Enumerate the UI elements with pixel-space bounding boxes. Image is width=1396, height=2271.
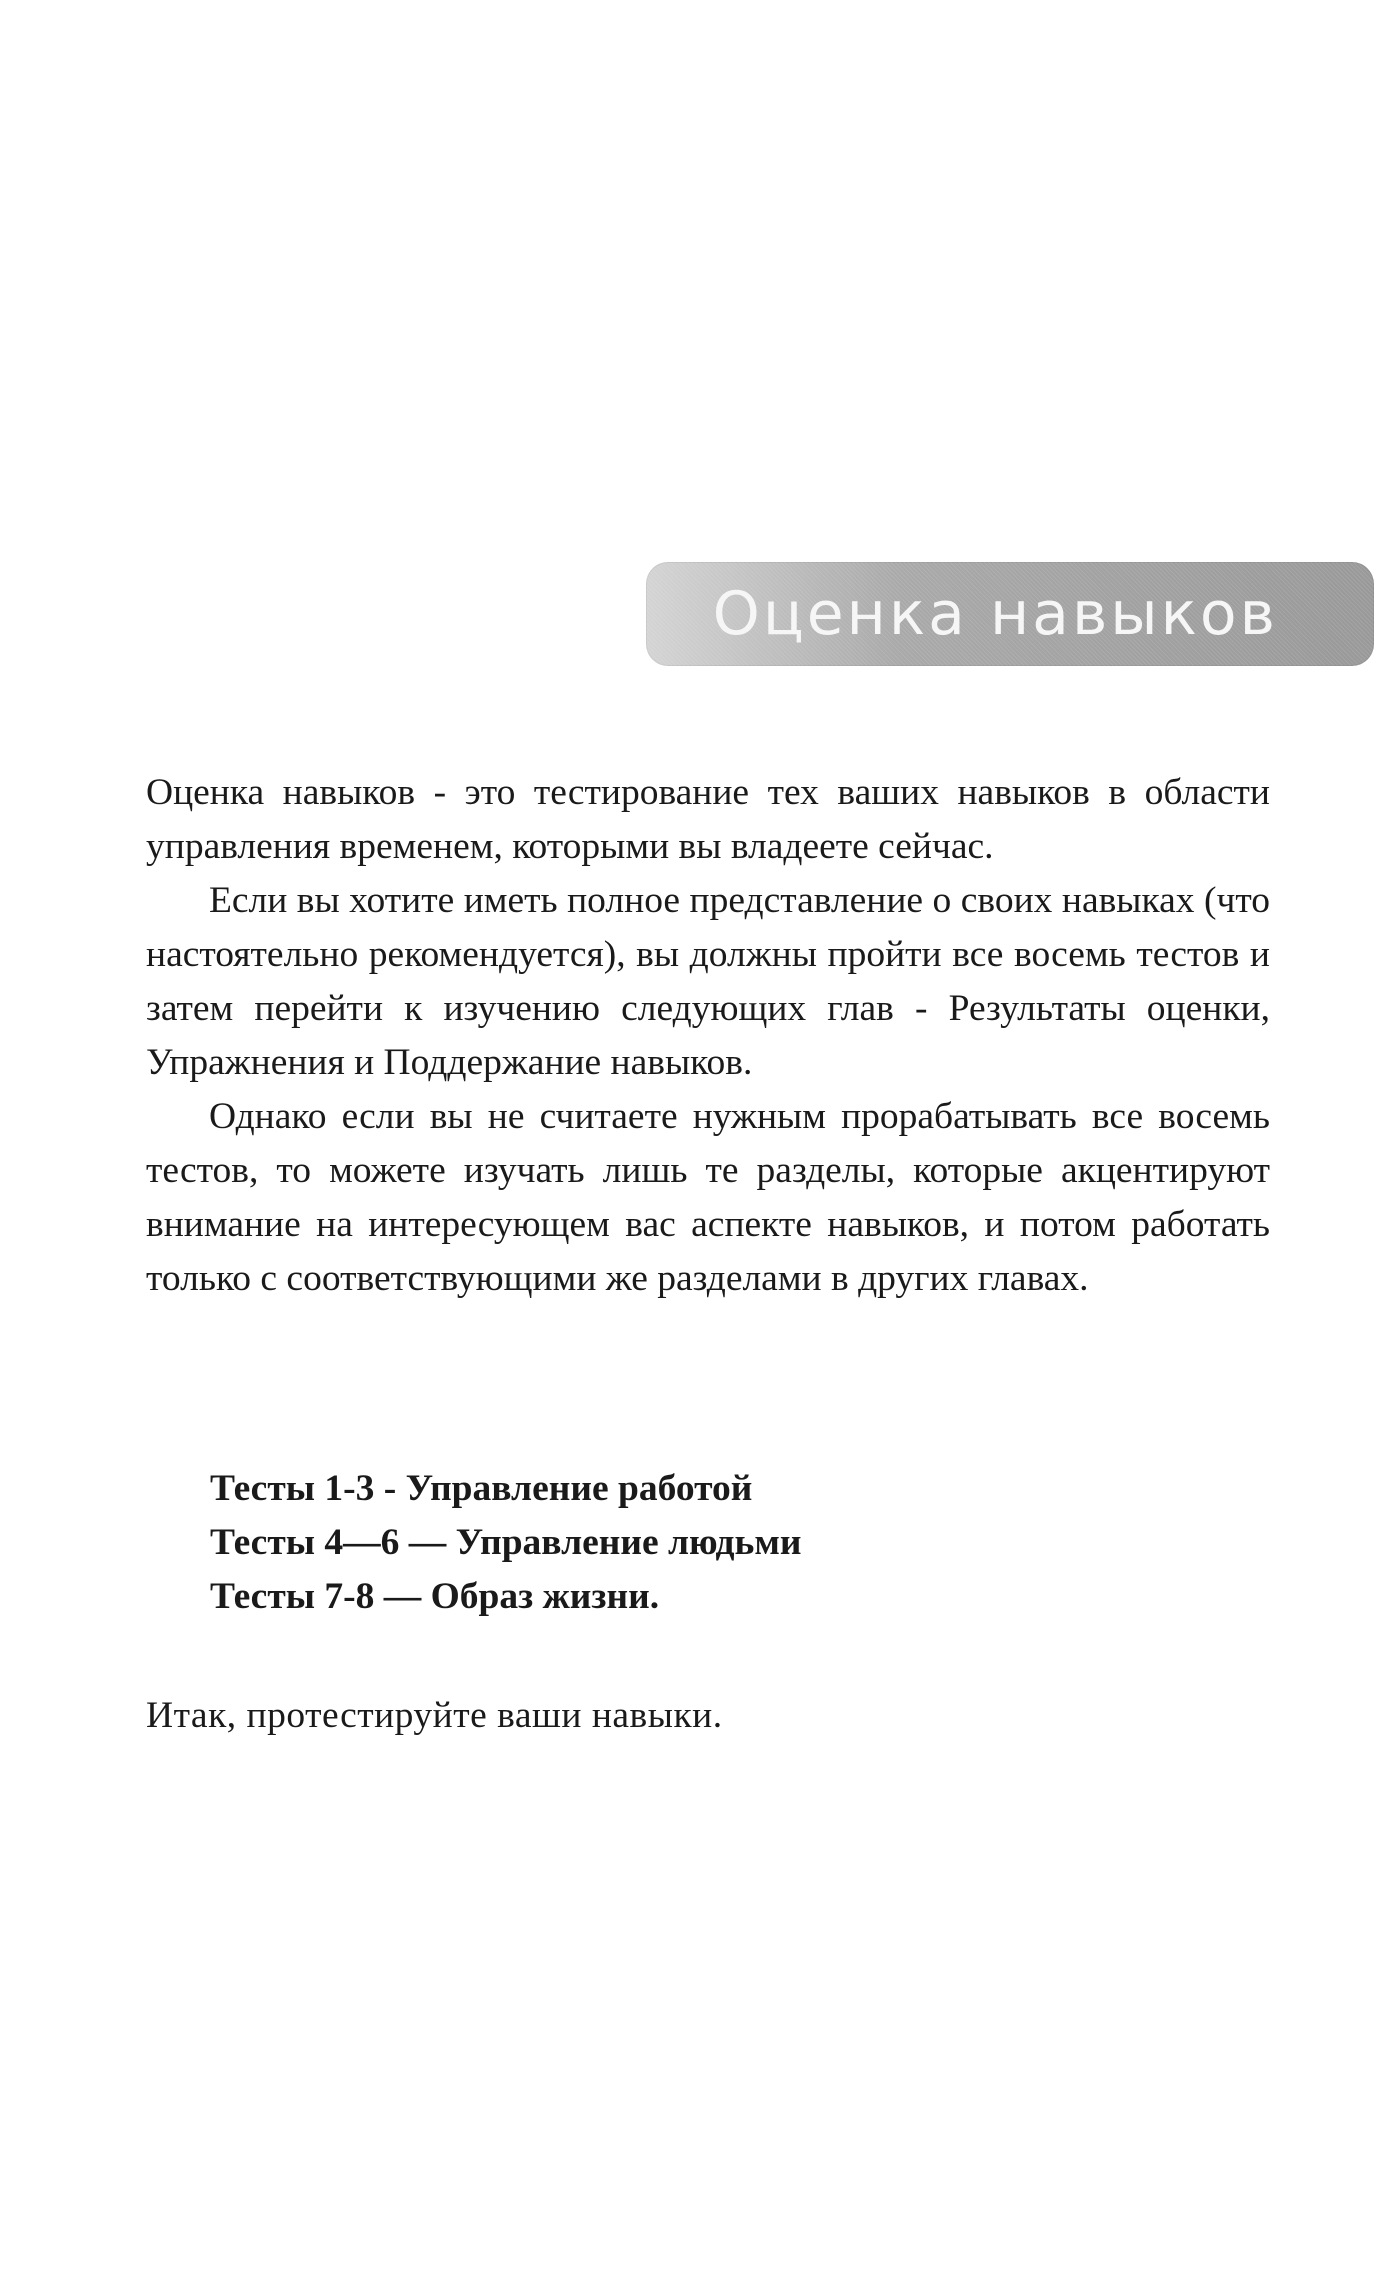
tests-item-people: Тесты 4—6 — Управление людьми xyxy=(210,1522,802,1563)
tests-list xyxy=(210,1462,802,1624)
chapter-header-banner xyxy=(646,562,1374,666)
closing-line: Итак, протестируйте ваши навыки. xyxy=(146,1695,723,1736)
body-text xyxy=(146,766,1270,1306)
chapter-title: Оценка навыков xyxy=(712,579,1278,649)
tests-item-work: Тесты 1-3 - Управление работой xyxy=(210,1468,753,1509)
paragraph-full-assessment: Если вы хотите иметь полное представление о своих навыках (что настоятельно рекомендуется), вы должны пройти все восемь тестов и затем перейти к изучению следующих глав - Результаты оценки, Упражнения и Поддержание навыков. xyxy=(146,880,1270,1083)
paragraph-intro: Оценка навыков - это тестирование тех ваших навыков в области управления временем, которыми вы владеете сейчас. xyxy=(146,772,1270,867)
tests-item-lifestyle: Тесты 7-8 — Образ жизни. xyxy=(210,1576,660,1617)
paragraph-partial-assessment: Однако если вы не считаете нужным прорабатывать все восемь тестов, то можете изучать лишь те разделы, которые акцентируют внимание на интересующем вас аспекте навыков, и потом работать только с соответствующими же разделами в других главах. xyxy=(146,1096,1270,1299)
